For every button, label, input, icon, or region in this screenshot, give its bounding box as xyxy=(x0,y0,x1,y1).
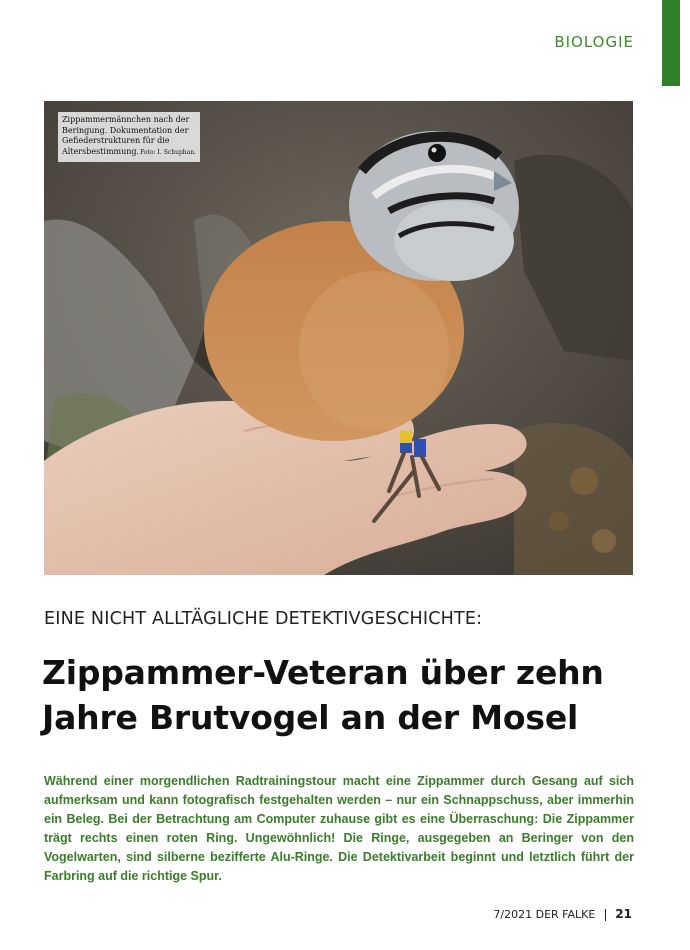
issue-number: 7/2021 xyxy=(493,908,533,921)
article-kicker: EINE NICHT ALLTÄGLICHE DETEKTIVGESCHICHTE: xyxy=(44,609,483,629)
article-headline xyxy=(42,650,662,740)
article-lead: Während einer morgendlichen Radtrainingstour macht eine Zippammer durch Gesang auf sich aufmerksam und kann fotografisch festgehalten werden – nur ein Schnappschuss, aber immerhin ein Beleg. Bei der Betrachtung am Computer zuhause gibt es eine Überraschung: Die Zippammer trägt rechts einen roten Ring. Ungewöhnlich! Die Ringe, ausgegeben an Beringer von den Vogelwarten, sind silberne bezifferte Alu-Ringe. Die Detektivarbeit beginnt und letztlich führt der Farbring auf die richtige Spur. xyxy=(44,774,634,883)
headline-line-1: Zippammer-Veteran über zehn xyxy=(42,653,604,692)
section-color-bar xyxy=(662,0,680,86)
headline-line-2: Jahre Brutvogel an der Mosel xyxy=(42,698,579,737)
photo-caption xyxy=(58,112,200,162)
caption-text: Zippammermännchen nach der Beringung. Dokumentation der Gefiederstrukturen für die Altersbestimmung. xyxy=(62,115,190,156)
footer-divider xyxy=(605,909,606,921)
page-number: 21 xyxy=(615,907,632,921)
bunting-on-hand-illustration xyxy=(44,101,633,575)
page-footer xyxy=(493,907,632,921)
magazine-name: DER FALKE xyxy=(535,908,596,921)
section-label: BIOLOGIE xyxy=(554,33,634,51)
bird-photo xyxy=(44,101,633,575)
photo-credit: Foto: I. Schuphan. xyxy=(140,148,196,156)
